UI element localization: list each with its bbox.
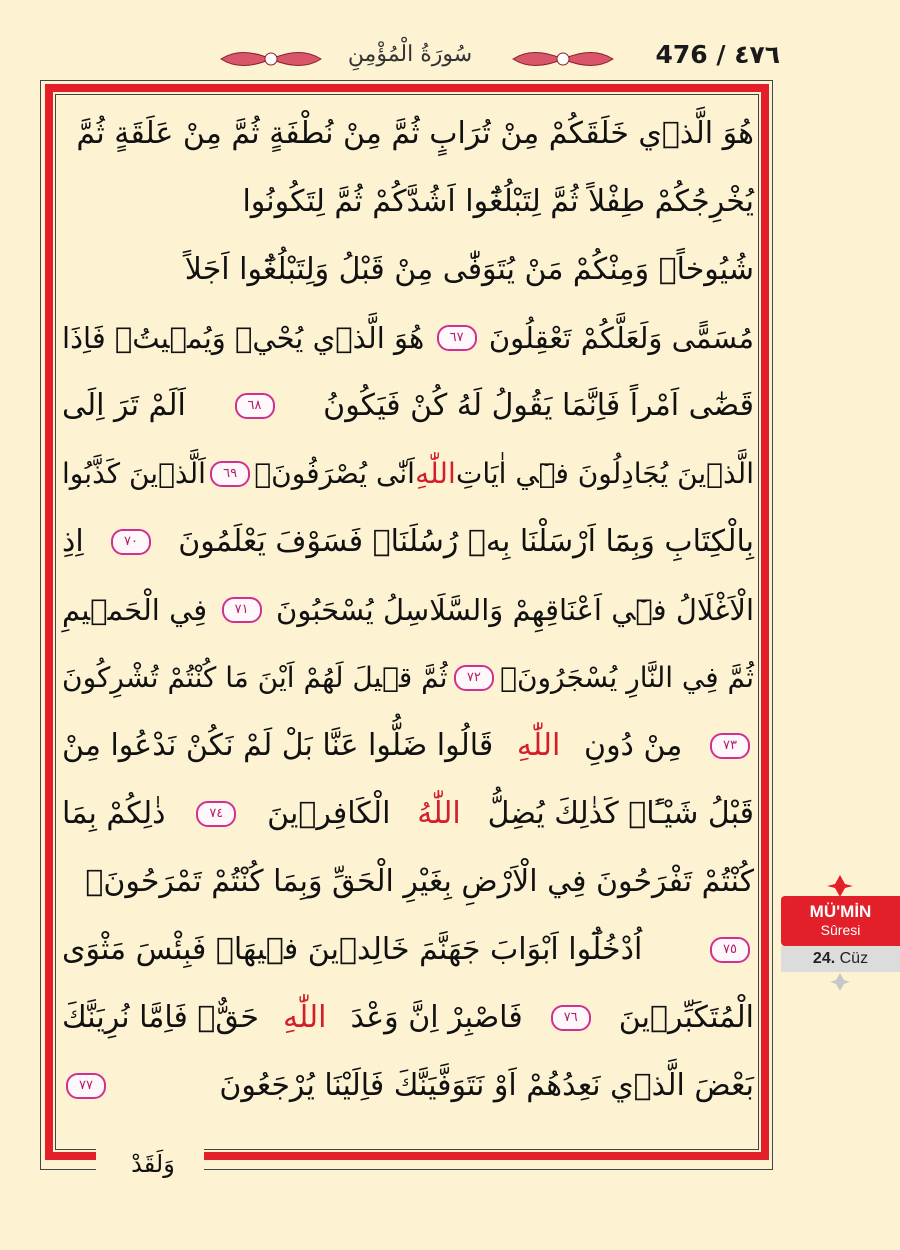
- verse-text: اَلَّذ۪ينَ كَذَّبُوا: [62, 457, 206, 490]
- text-line: [62, 1052, 754, 1120]
- ayah-number-marker: ٦٧: [437, 325, 477, 351]
- verse-text: قَبْلُ شَيْـًٔاۜ كَذٰلِكَ يُضِلُّ: [487, 796, 754, 831]
- ayah-number-marker: ٦٨: [235, 393, 275, 419]
- surah-tab-label: [781, 896, 900, 946]
- verse-text: كُنْتُمْ تَفْرَحُونَ فِي الْاَرْضِ بِغَيْرِ الْحَقِّ وَبِمَا كُنْتُمْ تَمْرَحُونَۚ: [85, 864, 754, 899]
- text-line: [62, 916, 754, 984]
- text-line: [62, 780, 754, 848]
- surah-tab-name: MÜ'MİN: [809, 902, 872, 921]
- page-number: 476 / ٤٧٦: [655, 40, 780, 69]
- verse-text: ذٰلِكُمْ بِمَا: [62, 796, 166, 831]
- juz-word: Cüz: [839, 950, 869, 967]
- juz-label: [781, 946, 900, 972]
- verse-text: الَّذ۪ينَ يُجَادِلُونَ ف۪ٓي اٰيَاتِ: [455, 457, 754, 490]
- divine-name: اللّٰهِ: [415, 457, 456, 490]
- fleur-bottom-icon: [829, 972, 851, 992]
- verse-text: فَاصْبِرْ اِنَّ وَعْدَ: [350, 1000, 523, 1035]
- text-line: [62, 576, 754, 644]
- divine-name: اللّٰهِ: [282, 1000, 327, 1035]
- text-line: [62, 168, 754, 236]
- verse-text: ثُمَّ فِي النَّارِ يُسْجَرُونَۚ: [500, 661, 754, 694]
- ayah-number-marker: ٧١: [222, 597, 262, 623]
- verse-text: اَلَمْ تَرَ اِلَى: [62, 388, 186, 423]
- verse-text: حَقٌّۚ فَاِمَّا نُرِيَنَّكَ: [62, 1000, 259, 1035]
- verse-text: الْمُتَكَبِّر۪ينَ: [618, 1000, 754, 1035]
- verse-text: بِالْكِتَابِ وَبِمَٓا اَرْسَلْنَا بِه۪ رُسُلَنَاۚ فَسَوْفَ يَعْلَمُونَ: [178, 524, 754, 559]
- text-line: [62, 984, 754, 1052]
- text-line: [62, 508, 754, 576]
- surah-title: سُورَةُ الْمُؤْمِنِ: [347, 42, 473, 67]
- verse-text: قَالُوا ضَلُّوا عَنَّا بَلْ لَمْ نَكُنْ نَدْعُوا مِنْ: [62, 728, 494, 763]
- verse-text: ثُمَّ ق۪يلَ لَهُمْ اَيْنَ مَا كُنْتُمْ تُشْرِكُونَ: [62, 661, 448, 694]
- text-line: [62, 712, 754, 780]
- text-line: [62, 440, 754, 508]
- verse-text: اَنّٰى يُصْرَفُونَۚ: [254, 457, 415, 490]
- juz-number: 24.: [812, 950, 836, 967]
- verse-text: مِنْ دُونِ: [584, 728, 683, 763]
- page-header: [40, 38, 780, 82]
- ayah-number-marker: ٦٩: [210, 461, 250, 487]
- text-line: [62, 372, 754, 440]
- verse-text: مُسَمًّى وَلَعَلَّكُمْ تَعْقِلُونَ: [488, 321, 754, 355]
- ayah-number-marker: ٧٣: [710, 733, 750, 759]
- verse-text: هُوَ الَّذ۪ي خَلَقَكُمْ مِنْ تُرَابٍ ثُمَّ مِنْ نُطْفَةٍ ثُمَّ مِنْ عَلَقَةٍ ثُمَّ: [76, 116, 754, 151]
- text-line: [62, 236, 754, 304]
- verse-text: اُدْخُلُٓوا اَبْوَابَ جَهَنَّمَ خَالِد۪ينَ ف۪يهَاۚ فَبِئْسَ مَثْوَى: [62, 932, 643, 967]
- verse-text: شُيُوخاًۚ وَمِنْكُمْ مَنْ يُتَوَفّٰى مِنْ قَبْلُ وَلِتَبْلُغُٓوا اَجَلاً: [184, 252, 754, 287]
- ayah-number-marker: ٧٦: [551, 1005, 591, 1031]
- ayah-number-marker: ٧٠: [111, 529, 151, 555]
- ayah-number-marker: ٧٧: [66, 1073, 106, 1099]
- right-ornament-icon: [508, 44, 618, 74]
- fleur-top-icon: [825, 874, 855, 898]
- ayah-number-marker: ٧٥: [710, 937, 750, 963]
- text-line: [62, 304, 754, 372]
- divine-name: اللّٰهُ: [417, 796, 461, 831]
- verse-text: فِي الْحَم۪يمِ: [62, 593, 208, 627]
- verse-text: الْكَافِر۪ينَ: [267, 796, 391, 831]
- text-line: [62, 644, 754, 712]
- text-line: [62, 100, 754, 168]
- text-line: [62, 848, 754, 916]
- verse-text: يُخْرِجُكُمْ طِفْلاً ثُمَّ لِتَبْلُغُٓوا اَشُدَّكُمْ ثُمَّ لِتَكُونُوا: [242, 184, 754, 219]
- verse-text: بَعْضَ الَّذ۪ي نَعِدُهُمْ اَوْ نَتَوَفَّيَنَّكَ فَاِلَيْنَا يُرْجَعُونَ: [219, 1068, 754, 1103]
- verse-text: هُوَ الَّذ۪ي يُحْي۪ وَيُم۪يتُۚ فَاِذَا: [62, 321, 425, 355]
- ayah-number-marker: ٧٢: [454, 665, 494, 691]
- verse-text: الْاَغْلَالُ ف۪ٓي اَعْنَاقِهِمْ وَالسَّلَاسِلُ يُسْحَبُونَ: [276, 593, 754, 627]
- divine-name: اللّٰهِ: [516, 728, 561, 763]
- quran-text: [62, 100, 754, 1120]
- verse-text: قَضٰٓى اَمْراً فَاِنَّمَا يَقُولُ لَهُ كُنْ فَيَكُونُ: [323, 388, 754, 423]
- surah-tab-sublabel: Sûresi: [820, 922, 861, 938]
- catchword: وَلَقَدْ: [131, 1150, 175, 1178]
- verse-text: اِذِ: [62, 524, 84, 559]
- surah-side-tab[interactable]: [781, 874, 900, 974]
- ayah-number-marker: ٧٤: [196, 801, 236, 827]
